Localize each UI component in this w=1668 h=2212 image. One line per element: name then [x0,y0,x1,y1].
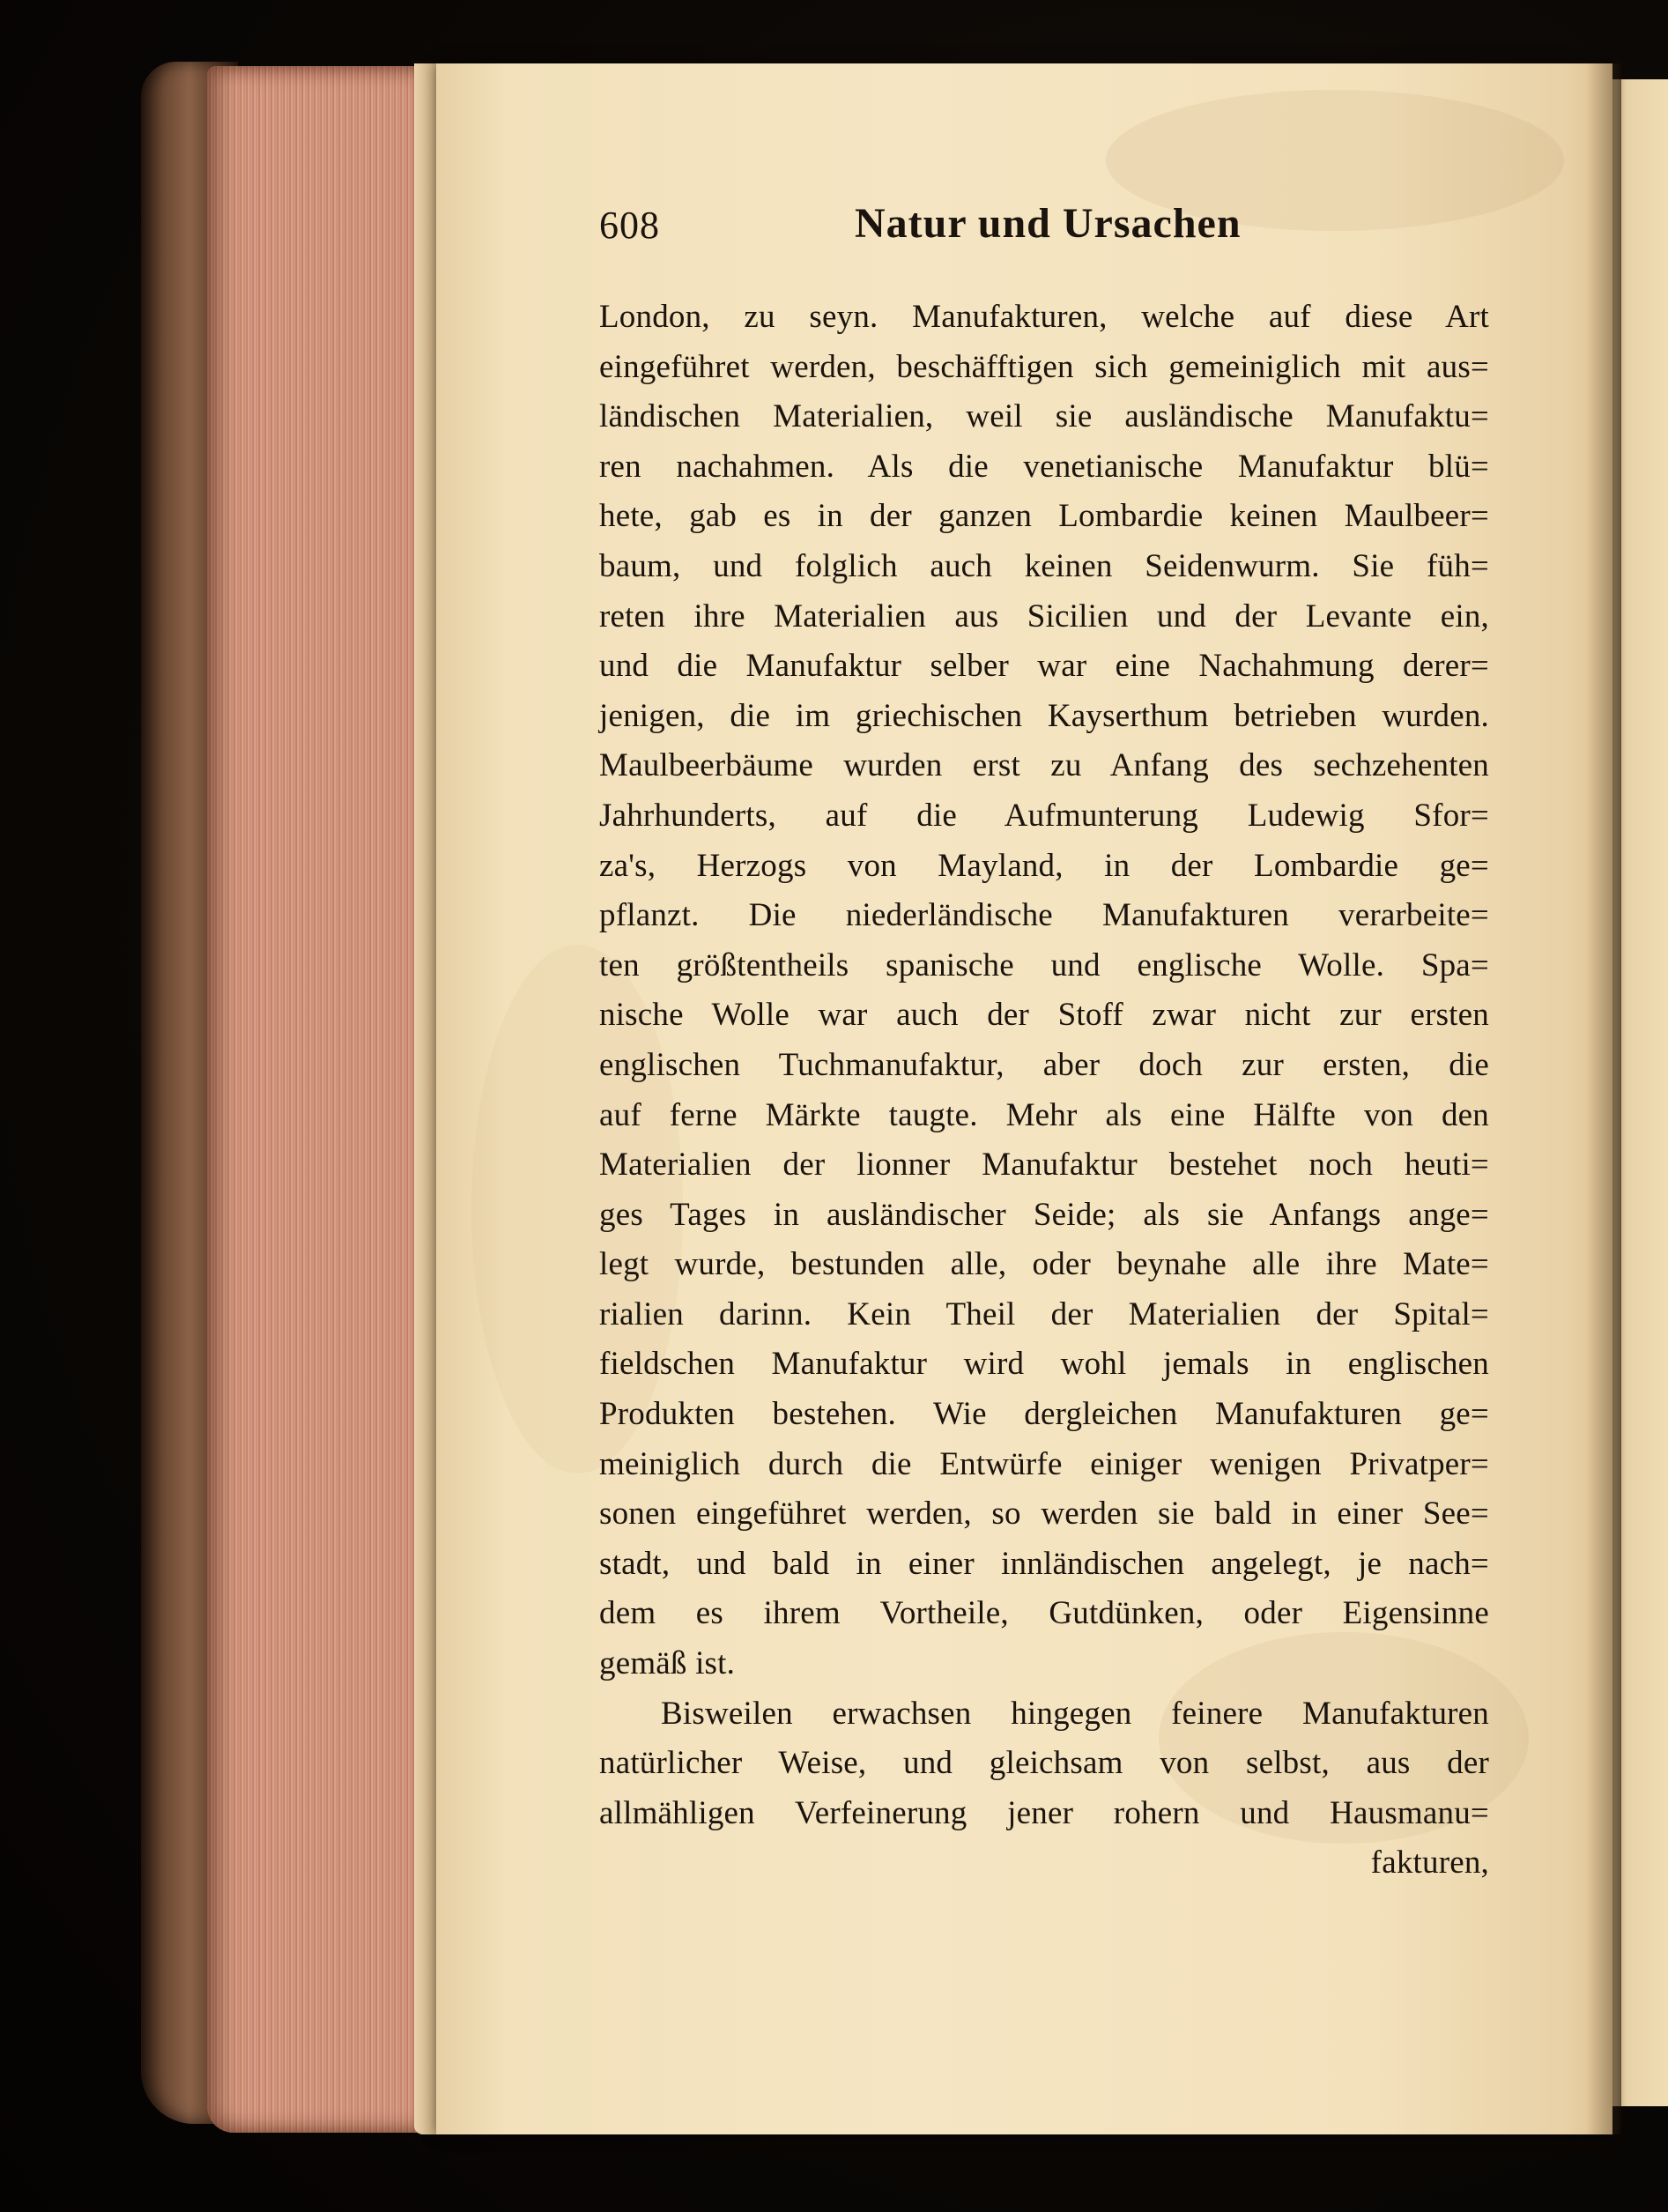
text-line: jenigen, die im griechischen Kayserthum betrieben wurden. [599,697,1489,734]
text-line: hete, gab es in der ganzen Lombardie keinen Maulbeer= [599,498,1489,535]
page-text [599,200,1489,1889]
text-line: englischen Tuchmanufaktur, aber doch zur ersten, die [599,1046,1489,1083]
body-text [599,293,1489,1889]
text-line: Jahrhunderts, auf die Aufmunterung Ludewig Sfor= [599,797,1489,834]
text-line: ren nachahmen. Als die venetianische Manufaktur blü= [599,448,1489,485]
running-title: Natur und Ursachen [855,200,1242,247]
text-line: Maulbeerbäume wurden erst zu Anfang des sechzehenten [599,747,1489,784]
text-line: meiniglich durch die Entwürfe einiger wenigen Privatper= [599,1445,1489,1482]
text-line: gemäß ist. [599,1645,736,1682]
paragraph-first-line: Bisweilen erwachsen hingegen feinere Manufakturen [661,1695,1489,1732]
text-line: ges Tages in ausländischer Seide; als sie Anfangs ange= [599,1196,1489,1233]
page-block-red-edge [207,66,436,2133]
text-line: fieldschen Manufaktur wird wohl jemals in englischen [599,1346,1489,1383]
text-line: ländischen Materialien, weil sie ausländische Manufaktu= [599,398,1489,435]
text-line: auf ferne Märkte taugte. Mehr als eine Hälfte von den [599,1096,1489,1133]
text-line: eingeführet werden, beschäfftigen sich gemeiniglich mit aus= [599,348,1489,385]
text-line: Materialien der lionner Manufaktur bestehet noch heuti= [599,1147,1489,1184]
text-line: stadt, und bald in einer innländischen angelegt, je nach= [599,1545,1489,1582]
text-line: Produkten bestehen. Wie dergleichen Manufakturen ge= [599,1396,1489,1433]
text-line: legt wurde, bestunden alle, oder beynahe alle ihre Mate= [599,1246,1489,1283]
text-line: natürlicher Weise, und gleichsam von selbst, aus der [599,1745,1489,1782]
text-line: allmähligen Verfeinerung jener rohern und Hausmanu= [599,1794,1489,1831]
text-line: pflanzt. Die niederländische Manufakturen verarbeite= [599,897,1489,934]
text-line: za's, Herzogs von Mayland, in der Lombardie ge= [599,847,1489,884]
text-line: London, zu seyn. Manufakturen, welche auf diese Art [599,299,1489,335]
text-line: nische Wolle war auch der Stoff zwar nicht zur ersten [599,997,1489,1034]
page-block-top-edge [414,63,439,2134]
running-head [599,200,1489,264]
text-line: baum, und folglich auch keinen Seidenwurm. Sie füh= [599,547,1489,584]
text-line: rialien darinn. Kein Theil der Materialien der Spital= [599,1295,1489,1332]
page-number: 608 [599,204,660,247]
catchword: fakturen, [1370,1845,1489,1882]
gutter-shadow [1586,63,1621,2134]
text-line: dem es ihrem Vortheile, Gutdünken, oder Eigensinne [599,1595,1489,1632]
text-line: sonen eingeführet werden, so werden sie bald in einer See= [599,1496,1489,1533]
text-line: reten ihre Materialien aus Sicilien und der Levante ein, [599,598,1489,635]
text-line: ten größtentheils spanische und englische Wolle. Spa= [599,946,1489,984]
text-line: und die Manufaktur selber war eine Nachahmung derer= [599,648,1489,685]
